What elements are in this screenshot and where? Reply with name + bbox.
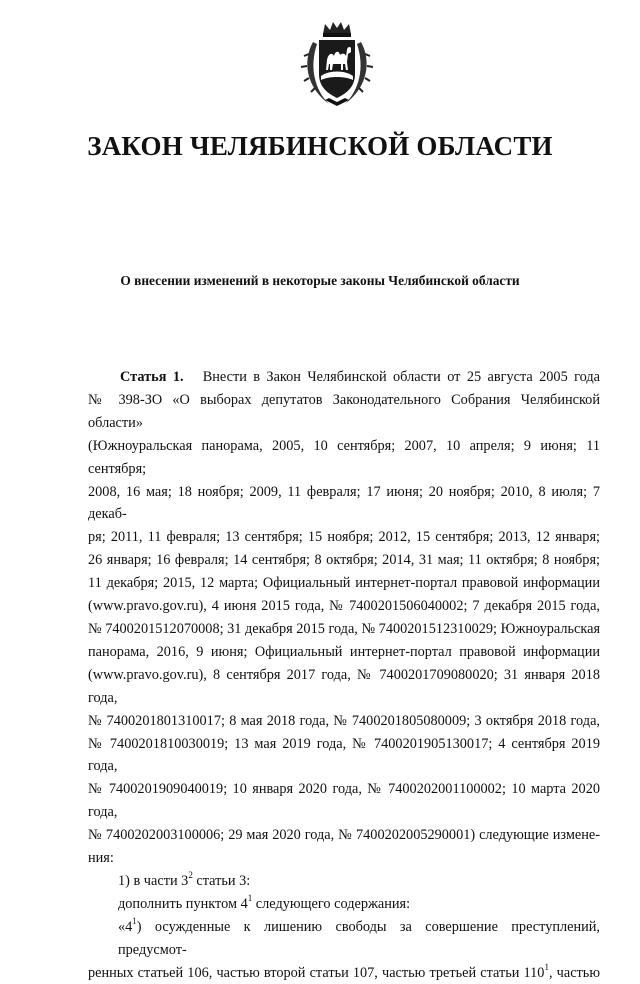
law-body [88, 366, 600, 984]
text-line: 11 декабря; 2015, 12 марта; Официальный интернет-портал правовой информации [88, 575, 600, 592]
text-fragment: , частью [548, 964, 600, 981]
text-line: № 7400201801310017; 8 мая 2018 года, № 7400201805080009; 3 октября 2018 года, [88, 712, 600, 729]
text-line: № 7400201810030019; 13 мая 2019 года, № 7400201905130017; 4 сентября 2019 года, [88, 735, 600, 775]
text-fragment: следующего содержания: [252, 895, 411, 912]
article-label: Статья 1. [120, 369, 184, 385]
text-line: 26 января; 16 февраля; 14 сентября; 8 октября; 2014, 31 мая; 11 октября; 8 ноября; [88, 552, 600, 569]
law-subtitle: О внесении изменений в некоторые законы Челябинской области [120, 273, 520, 288]
text-line: № 7400202003100006; 29 мая 2020 года, № 7400202005290001) следующие измене- [88, 827, 600, 844]
text-line: (Южноуральская панорама, 2005, 10 сентября; 2007, 10 апреля; 9 июня; 11 сентября; [88, 437, 600, 477]
text-line [88, 366, 600, 389]
item-part [88, 870, 600, 893]
superscript: 1 [247, 893, 253, 904]
text-fragment: 1) в части 3 [118, 872, 189, 889]
text-line: панорама, 2016, 9 июня; Официальный интернет-портал правовой информации [88, 643, 600, 660]
text-fragment: «4 [118, 918, 133, 935]
text-line: ния: [88, 850, 114, 867]
item-supplement [88, 893, 600, 916]
law-title: ЗАКОН ЧЕЛЯБИНСКОЙ ОБЛАСТИ [87, 131, 553, 161]
chelyabinsk-coat-of-arms-icon [299, 20, 375, 108]
superscript: 1 [544, 961, 549, 972]
text-line: № 7400201512070008; 31 декабря 2015 года, № 7400201512310029; Южноуральская [88, 620, 601, 637]
text-line: (www.pravo.gov.ru), 4 июня 2015 года, № 7400201506040002; 7 декабря 2015 года, [88, 598, 600, 615]
text-fragment: статьи 3: [192, 872, 251, 889]
text-line [88, 962, 600, 984]
text-line: (www.pravo.gov.ru), 8 сентября 2017 года, № 7400201709080020; 31 января 2018 года, [88, 666, 600, 706]
text-fragment: ренных статьей 106, частью второй статьи 107, частью третьей статьи 110 [88, 964, 545, 981]
superscript: 2 [188, 870, 193, 881]
text-line: № 7400201909040019; 10 января 2020 года, № 7400202001100002; 10 марта 2020 года, [88, 781, 600, 821]
text-line: 2008, 16 мая; 18 ноября; 2009, 11 февраля; 17 июня; 20 ноября; 2010, 8 июля; 7 декаб- [88, 483, 600, 523]
text-fragment: дополнить пунктом 4 [118, 895, 248, 912]
text-line: № 398-ЗО «О выборах депутатов Законодательного Собрания Челябинской области» [88, 391, 600, 431]
item-quote [88, 916, 600, 962]
text-fragment: ) осужденные к лишению свободы за совершение преступлений, предусмот- [118, 918, 600, 958]
superscript: 1 [132, 915, 137, 926]
text-line-content: Внести в Закон Челябинской области от 25 августа 2005 года [202, 369, 600, 385]
text-line: ря; 2011, 11 февраля; 13 сентября; 15 ноября; 2012, 15 сентября; 2013, 12 января; [88, 529, 600, 546]
